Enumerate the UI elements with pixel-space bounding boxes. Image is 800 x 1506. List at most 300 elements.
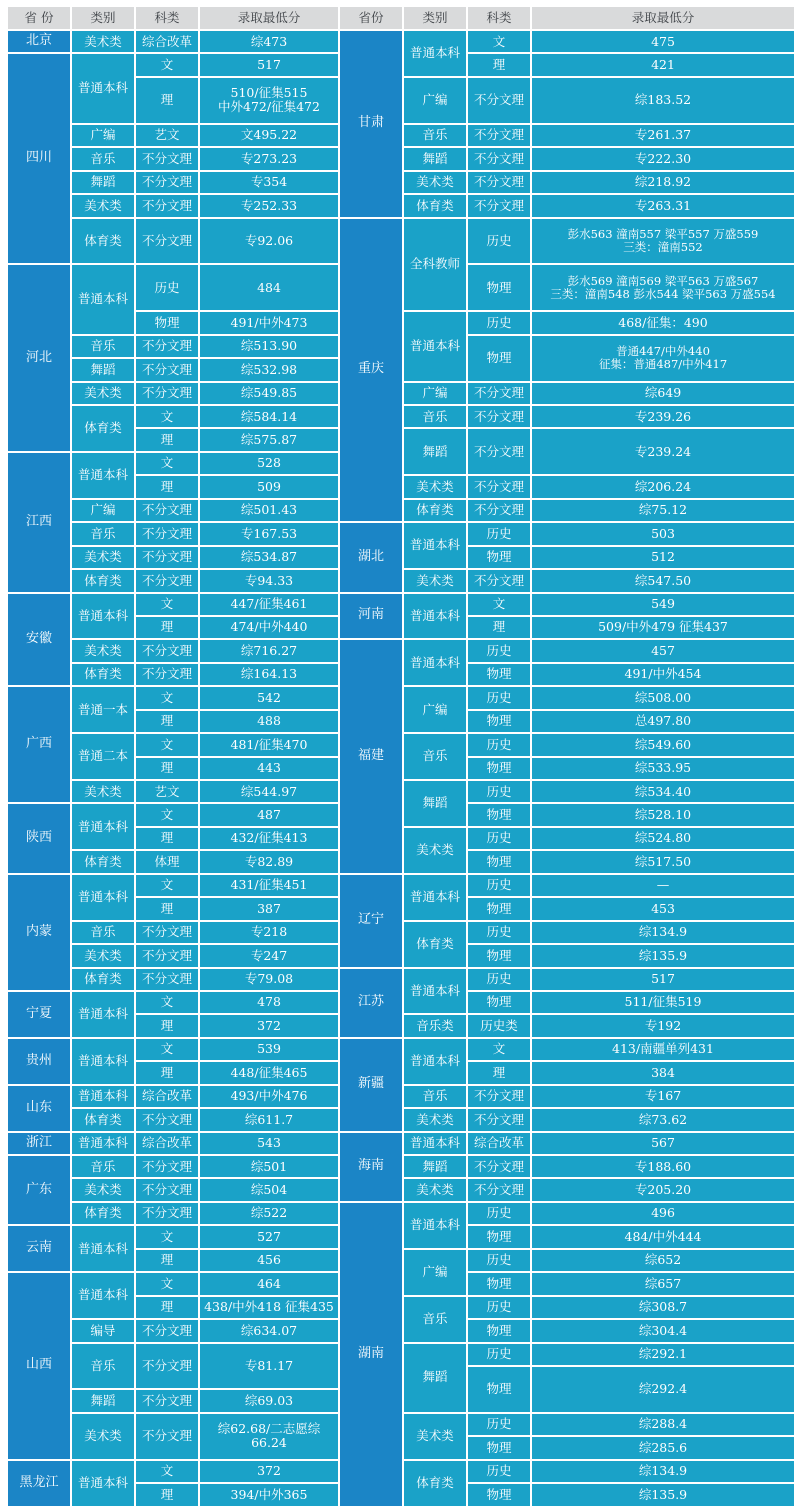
right-subject-cell: 历史: [468, 312, 530, 333]
left-category-cell: 普通本科: [72, 1039, 134, 1084]
left-min-score-cell: 542: [200, 687, 338, 708]
right-min-score-cell: 511/征集519: [532, 992, 794, 1013]
left-category-cell: 美术类: [72, 195, 134, 216]
right-min-score-cell: 综304.4: [532, 1320, 794, 1341]
left-subject-cell: 不分文理: [136, 640, 198, 661]
left-category-cell: 普通本科: [72, 804, 134, 849]
right-min-score-cell: 综292.4: [532, 1367, 794, 1412]
left-subject-cell: 不分文理: [136, 359, 198, 380]
right-category-cell: 普通本科: [404, 1203, 466, 1248]
left-min-score-cell: 432/征集413: [200, 828, 338, 849]
right-subject-cell: 物理: [468, 851, 530, 872]
right-category-cell: 音乐: [404, 406, 466, 427]
right-category-cell: 广编: [404, 1250, 466, 1295]
right-min-score-cell: 517: [532, 969, 794, 990]
left-category-cell: 体育类: [72, 219, 134, 264]
left-province-cell: 山西: [8, 1273, 70, 1459]
left-subject-cell: 艺文: [136, 125, 198, 146]
left-min-score-cell: 481/征集470: [200, 734, 338, 755]
right-min-score-cell: 彭水563 潼南557 梁平557 万盛559 三类：潼南552: [532, 219, 794, 264]
left-subject-cell: 不分文理: [136, 383, 198, 404]
left-subject-cell: 文: [136, 992, 198, 1013]
right-subject-cell: 不分文理: [468, 570, 530, 591]
left-category-cell: 普通本科: [72, 594, 134, 639]
right-min-score-cell: 413/南疆单列431: [532, 1039, 794, 1060]
right-min-score-cell: 综134.9: [532, 922, 794, 943]
right-category-cell: 美术类: [404, 1109, 466, 1130]
right-category-cell: 普通本科: [404, 523, 466, 568]
right-category-cell: 舞蹈: [404, 1156, 466, 1177]
left-min-score-cell: 综62.68/二志愿综 66.24: [200, 1414, 338, 1459]
right-min-score-cell: 总497.80: [532, 711, 794, 732]
left-category-cell: 体育类: [72, 969, 134, 990]
right-subject-cell: 历史: [468, 523, 530, 544]
left-category-cell: 音乐: [72, 1156, 134, 1177]
left-category-cell: 普通本科: [72, 1133, 134, 1154]
left-province-cell: 宁夏: [8, 992, 70, 1037]
right-subject-cell: 理: [468, 54, 530, 75]
right-subject-cell: 不分文理: [468, 383, 530, 404]
right-province-cell: 河南: [340, 594, 402, 639]
right-category-cell: 广编: [404, 78, 466, 123]
left-subject-cell: 不分文理: [136, 195, 198, 216]
right-subject-cell: 文: [468, 594, 530, 615]
right-province-cell: 福建: [340, 640, 402, 872]
left-min-score-cell: 综611.7: [200, 1109, 338, 1130]
left-subject-cell: 文: [136, 594, 198, 615]
right-subject-cell: 历史: [468, 922, 530, 943]
right-subject-cell: 不分文理: [468, 125, 530, 146]
left-subject-cell: 理: [136, 78, 198, 123]
right-subject-cell: 不分文理: [468, 195, 530, 216]
left-min-score-cell: 综513.90: [200, 336, 338, 357]
right-min-score-cell: 专263.31: [532, 195, 794, 216]
left-province-cell: 广西: [8, 687, 70, 802]
right-subject-cell: 历史: [468, 969, 530, 990]
left-min-score-cell: 综634.07: [200, 1320, 338, 1341]
right-category-cell: 体育类: [404, 1461, 466, 1506]
right-subject-cell: 历史: [468, 1414, 530, 1435]
left-subject-cell: 文: [136, 1226, 198, 1247]
right-category-cell: 普通本科: [404, 1133, 466, 1154]
left-subject-cell: 理: [136, 1484, 198, 1505]
right-min-score-cell: 509/中外479 征集437: [532, 617, 794, 638]
left-category-cell: 广编: [72, 500, 134, 521]
right-category-cell: 体育类: [404, 500, 466, 521]
right-province-cell: 江苏: [340, 969, 402, 1037]
right-subject-cell: 物理: [468, 336, 530, 381]
left-min-score-cell: 509: [200, 476, 338, 497]
right-category-cell: 美术类: [404, 828, 466, 873]
left-subject-cell: 理: [136, 476, 198, 497]
right-subject-cell: 历史: [468, 1297, 530, 1318]
right-subject-cell: 综合改革: [468, 1133, 530, 1154]
left-min-score-cell: 474/中外440: [200, 617, 338, 638]
left-min-score-cell: 527: [200, 1226, 338, 1247]
right-min-score-cell: 综206.24: [532, 476, 794, 497]
left-min-score-cell: 394/中外365: [200, 1484, 338, 1505]
left-category-cell: 美术类: [72, 31, 134, 52]
left-subject-cell: 理: [136, 828, 198, 849]
left-subject-cell: 不分文理: [136, 1414, 198, 1459]
left-category-cell: 美术类: [72, 1414, 134, 1459]
left-subject-cell: 不分文理: [136, 547, 198, 568]
right-min-score-cell: 专239.26: [532, 406, 794, 427]
left-min-score-cell: 543: [200, 1133, 338, 1154]
left-min-score-cell: 综584.14: [200, 406, 338, 427]
right-min-score-cell: 综533.95: [532, 758, 794, 779]
left-subject-cell: 理: [136, 711, 198, 732]
left-min-score-cell: 综716.27: [200, 640, 338, 661]
right-province-cell: 湖南: [340, 1203, 402, 1506]
right-category-cell: 普通本科: [404, 969, 466, 1014]
right-category-cell: 舞蹈: [404, 148, 466, 169]
header-cell: 录取最低分: [532, 7, 794, 29]
score-grid: [8, 7, 792, 1502]
left-category-cell: 音乐: [72, 148, 134, 169]
left-category-cell: 普通本科: [72, 1273, 134, 1318]
right-category-cell: 广编: [404, 687, 466, 732]
left-min-score-cell: 综575.87: [200, 429, 338, 450]
admission-score-table: [8, 7, 792, 1502]
left-min-score-cell: 综522: [200, 1203, 338, 1224]
right-category-cell: 舞蹈: [404, 781, 466, 826]
left-subject-cell: 体理: [136, 851, 198, 872]
right-category-cell: 音乐: [404, 1297, 466, 1342]
right-min-score-cell: 567: [532, 1133, 794, 1154]
left-category-cell: 普通本科: [72, 1226, 134, 1271]
left-min-score-cell: 专218: [200, 922, 338, 943]
right-subject-cell: 物理: [468, 1226, 530, 1247]
left-min-score-cell: 综69.03: [200, 1390, 338, 1411]
left-min-score-cell: 综504: [200, 1179, 338, 1200]
right-province-cell: 重庆: [340, 219, 402, 522]
header-cell: 科类: [136, 7, 198, 29]
right-min-score-cell: —: [532, 875, 794, 896]
left-subject-cell: 艺文: [136, 781, 198, 802]
left-subject-cell: 不分文理: [136, 1344, 198, 1389]
left-category-cell: 普通本科: [72, 992, 134, 1037]
right-subject-cell: 物理: [468, 547, 530, 568]
left-subject-cell: 理: [136, 898, 198, 919]
left-min-score-cell: 528: [200, 453, 338, 474]
header-cell: 省 份: [8, 7, 70, 29]
left-province-cell: 四川: [8, 54, 70, 263]
left-subject-cell: 综合改革: [136, 31, 198, 52]
left-category-cell: 体育类: [72, 664, 134, 685]
right-min-score-cell: 综528.10: [532, 804, 794, 825]
left-subject-cell: 不分文理: [136, 336, 198, 357]
right-category-cell: 舞蹈: [404, 1344, 466, 1412]
left-category-cell: 体育类: [72, 851, 134, 872]
left-province-cell: 陕西: [8, 804, 70, 872]
left-category-cell: 舞蹈: [72, 1390, 134, 1411]
left-subject-cell: 理: [136, 617, 198, 638]
left-subject-cell: 历史: [136, 265, 198, 310]
left-subject-cell: 不分文理: [136, 969, 198, 990]
left-min-score-cell: 专82.89: [200, 851, 338, 872]
right-category-cell: 音乐类: [404, 1015, 466, 1036]
right-min-score-cell: 457: [532, 640, 794, 661]
left-subject-cell: 文: [136, 406, 198, 427]
left-province-cell: 河北: [8, 265, 70, 451]
right-min-score-cell: 综183.52: [532, 78, 794, 123]
left-min-score-cell: 493/中外476: [200, 1086, 338, 1107]
right-subject-cell: 文: [468, 1039, 530, 1060]
right-subject-cell: 物理: [468, 1437, 530, 1458]
left-category-cell: 普通二本: [72, 734, 134, 779]
header-cell: 科类: [468, 7, 530, 29]
right-min-score-cell: 496: [532, 1203, 794, 1224]
left-min-score-cell: 431/征集451: [200, 875, 338, 896]
right-category-cell: 舞蹈: [404, 429, 466, 474]
right-subject-cell: 历史: [468, 1203, 530, 1224]
right-category-cell: 音乐: [404, 1086, 466, 1107]
right-subject-cell: 历史: [468, 828, 530, 849]
left-min-score-cell: 491/中外473: [200, 312, 338, 333]
left-province-cell: 黑龙江: [8, 1461, 70, 1506]
left-min-score-cell: 专92.06: [200, 219, 338, 264]
right-subject-cell: 理: [468, 617, 530, 638]
left-province-cell: 北京: [8, 31, 70, 52]
right-min-score-cell: 综288.4: [532, 1414, 794, 1435]
right-min-score-cell: 综73.62: [532, 1109, 794, 1130]
right-min-score-cell: 专239.24: [532, 429, 794, 474]
left-category-cell: 音乐: [72, 922, 134, 943]
right-category-cell: 体育类: [404, 922, 466, 967]
left-subject-cell: 不分文理: [136, 1109, 198, 1130]
left-subject-cell: 文: [136, 453, 198, 474]
right-subject-cell: 物理: [468, 265, 530, 310]
right-subject-cell: 历史: [468, 781, 530, 802]
right-province-cell: 海南: [340, 1133, 402, 1201]
left-min-score-cell: 517: [200, 54, 338, 75]
left-min-score-cell: 综501: [200, 1156, 338, 1177]
left-subject-cell: 不分文理: [136, 500, 198, 521]
right-min-score-cell: 综549.60: [532, 734, 794, 755]
left-min-score-cell: 综501.43: [200, 500, 338, 521]
right-category-cell: 普通本科: [404, 640, 466, 685]
left-category-cell: 舞蹈: [72, 172, 134, 193]
left-subject-cell: 文: [136, 54, 198, 75]
left-category-cell: 舞蹈: [72, 359, 134, 380]
left-subject-cell: 不分文理: [136, 1203, 198, 1224]
right-subject-cell: 不分文理: [468, 148, 530, 169]
left-subject-cell: 理: [136, 1062, 198, 1083]
right-category-cell: 美术类: [404, 172, 466, 193]
left-province-cell: 浙江: [8, 1133, 70, 1154]
right-category-cell: 美术类: [404, 1179, 466, 1200]
right-subject-cell: 物理: [468, 898, 530, 919]
right-category-cell: 普通本科: [404, 31, 466, 76]
right-min-score-cell: 综508.00: [532, 687, 794, 708]
left-subject-cell: 不分文理: [136, 148, 198, 169]
right-subject-cell: 物理: [468, 664, 530, 685]
left-province-cell: 内蒙: [8, 875, 70, 990]
left-min-score-cell: 文495.22: [200, 125, 338, 146]
right-subject-cell: 不分文理: [468, 172, 530, 193]
left-min-score-cell: 447/征集461: [200, 594, 338, 615]
right-category-cell: 音乐: [404, 734, 466, 779]
header-cell: 省份: [340, 7, 402, 29]
left-subject-cell: 文: [136, 1461, 198, 1482]
left-min-score-cell: 464: [200, 1273, 338, 1294]
left-min-score-cell: 387: [200, 898, 338, 919]
right-category-cell: 美术类: [404, 476, 466, 497]
left-category-cell: 普通一本: [72, 687, 134, 732]
left-subject-cell: 综合改革: [136, 1086, 198, 1107]
right-subject-cell: 文: [468, 31, 530, 52]
left-min-score-cell: 478: [200, 992, 338, 1013]
left-min-score-cell: 448/征集465: [200, 1062, 338, 1083]
left-subject-cell: 理: [136, 1297, 198, 1318]
right-min-score-cell: 549: [532, 594, 794, 615]
left-category-cell: 普通本科: [72, 453, 134, 498]
right-min-score-cell: 专188.60: [532, 1156, 794, 1177]
left-min-score-cell: 372: [200, 1461, 338, 1482]
left-category-cell: 广编: [72, 125, 134, 146]
right-subject-cell: 不分文理: [468, 78, 530, 123]
right-min-score-cell: 512: [532, 547, 794, 568]
left-min-score-cell: 487: [200, 804, 338, 825]
left-min-score-cell: 专247: [200, 945, 338, 966]
left-subject-cell: 理: [136, 1015, 198, 1036]
left-province-cell: 安徽: [8, 594, 70, 686]
left-category-cell: 普通本科: [72, 54, 134, 122]
header-cell: 录取最低分: [200, 7, 338, 29]
right-category-cell: 美术类: [404, 1414, 466, 1459]
left-subject-cell: 不分文理: [136, 1320, 198, 1341]
right-subject-cell: 历史: [468, 687, 530, 708]
left-category-cell: 体育类: [72, 1109, 134, 1130]
right-subject-cell: 不分文理: [468, 500, 530, 521]
right-province-cell: 湖北: [340, 523, 402, 591]
left-category-cell: 普通本科: [72, 875, 134, 920]
left-category-cell: 普通本科: [72, 1086, 134, 1107]
right-min-score-cell: 综135.9: [532, 1484, 794, 1505]
right-min-score-cell: 综649: [532, 383, 794, 404]
left-min-score-cell: 438/中外418 征集435: [200, 1297, 338, 1318]
right-min-score-cell: 专205.20: [532, 1179, 794, 1200]
right-min-score-cell: 专222.30: [532, 148, 794, 169]
right-subject-cell: 不分文理: [468, 1086, 530, 1107]
right-min-score-cell: 专261.37: [532, 125, 794, 146]
left-category-cell: 普通本科: [72, 1461, 134, 1506]
left-min-score-cell: 372: [200, 1015, 338, 1036]
left-min-score-cell: 456: [200, 1250, 338, 1271]
right-subject-cell: 历史类: [468, 1015, 530, 1036]
left-category-cell: 体育类: [72, 570, 134, 591]
left-category-cell: 美术类: [72, 547, 134, 568]
left-min-score-cell: 专273.23: [200, 148, 338, 169]
right-subject-cell: 历史: [468, 219, 530, 264]
right-subject-cell: 物理: [468, 711, 530, 732]
right-province-cell: 新疆: [340, 1039, 402, 1131]
left-subject-cell: 文: [136, 734, 198, 755]
right-category-cell: 音乐: [404, 125, 466, 146]
left-province-cell: 山东: [8, 1086, 70, 1131]
left-min-score-cell: 484: [200, 265, 338, 310]
left-category-cell: 美术类: [72, 383, 134, 404]
left-province-cell: 贵州: [8, 1039, 70, 1084]
left-subject-cell: 不分文理: [136, 1390, 198, 1411]
left-subject-cell: 文: [136, 875, 198, 896]
right-category-cell: 普通本科: [404, 1039, 466, 1084]
right-subject-cell: 历史: [468, 1344, 530, 1365]
right-province-cell: 甘肃: [340, 31, 402, 217]
right-min-score-cell: 综524.80: [532, 828, 794, 849]
left-category-cell: 音乐: [72, 1344, 134, 1389]
right-subject-cell: 不分文理: [468, 1156, 530, 1177]
left-category-cell: 体育类: [72, 1203, 134, 1224]
left-province-cell: 云南: [8, 1226, 70, 1271]
right-min-score-cell: 453: [532, 898, 794, 919]
right-min-score-cell: 综652: [532, 1250, 794, 1271]
left-subject-cell: 理: [136, 429, 198, 450]
left-subject-cell: 不分文理: [136, 570, 198, 591]
right-subject-cell: 物理: [468, 945, 530, 966]
left-category-cell: 美术类: [72, 781, 134, 802]
right-subject-cell: 物理: [468, 992, 530, 1013]
left-category-cell: 编导: [72, 1320, 134, 1341]
right-category-cell: 全科教师: [404, 219, 466, 311]
left-subject-cell: 不分文理: [136, 523, 198, 544]
right-subject-cell: 历史: [468, 875, 530, 896]
right-min-score-cell: 彭水569 潼南569 梁平563 万盛567 三类：潼南548 彭水544 梁平563 万盛554: [532, 265, 794, 310]
right-subject-cell: 物理: [468, 804, 530, 825]
left-subject-cell: 物理: [136, 312, 198, 333]
right-min-score-cell: 综657: [532, 1273, 794, 1294]
left-min-score-cell: 510/征集515 中外472/征集472: [200, 78, 338, 123]
right-min-score-cell: 综218.92: [532, 172, 794, 193]
left-min-score-cell: 综534.87: [200, 547, 338, 568]
right-min-score-cell: 综135.9: [532, 945, 794, 966]
right-province-cell: 辽宁: [340, 875, 402, 967]
right-category-cell: 普通本科: [404, 875, 466, 920]
left-subject-cell: 综合改革: [136, 1133, 198, 1154]
left-subject-cell: 不分文理: [136, 219, 198, 264]
right-min-score-cell: 503: [532, 523, 794, 544]
right-subject-cell: 物理: [468, 758, 530, 779]
right-min-score-cell: 普通447/中外440 征集：普通487/中外417: [532, 336, 794, 381]
left-category-cell: 音乐: [72, 336, 134, 357]
right-subject-cell: 不分文理: [468, 406, 530, 427]
left-min-score-cell: 488: [200, 711, 338, 732]
left-min-score-cell: 专167.53: [200, 523, 338, 544]
left-min-score-cell: 专94.33: [200, 570, 338, 591]
right-category-cell: 美术类: [404, 570, 466, 591]
left-subject-cell: 文: [136, 804, 198, 825]
left-min-score-cell: 专252.33: [200, 195, 338, 216]
right-min-score-cell: 384: [532, 1062, 794, 1083]
left-min-score-cell: 专79.08: [200, 969, 338, 990]
right-subject-cell: 物理: [468, 1320, 530, 1341]
left-min-score-cell: 综549.85: [200, 383, 338, 404]
left-subject-cell: 不分文理: [136, 172, 198, 193]
right-min-score-cell: 专167: [532, 1086, 794, 1107]
right-min-score-cell: 综517.50: [532, 851, 794, 872]
left-subject-cell: 文: [136, 1273, 198, 1294]
right-min-score-cell: 综285.6: [532, 1437, 794, 1458]
left-category-cell: 美术类: [72, 945, 134, 966]
left-subject-cell: 不分文理: [136, 1156, 198, 1177]
left-subject-cell: 理: [136, 1250, 198, 1271]
left-category-cell: 美术类: [72, 640, 134, 661]
right-min-score-cell: 475: [532, 31, 794, 52]
left-province-cell: 江西: [8, 453, 70, 592]
left-min-score-cell: 539: [200, 1039, 338, 1060]
left-subject-cell: 理: [136, 758, 198, 779]
